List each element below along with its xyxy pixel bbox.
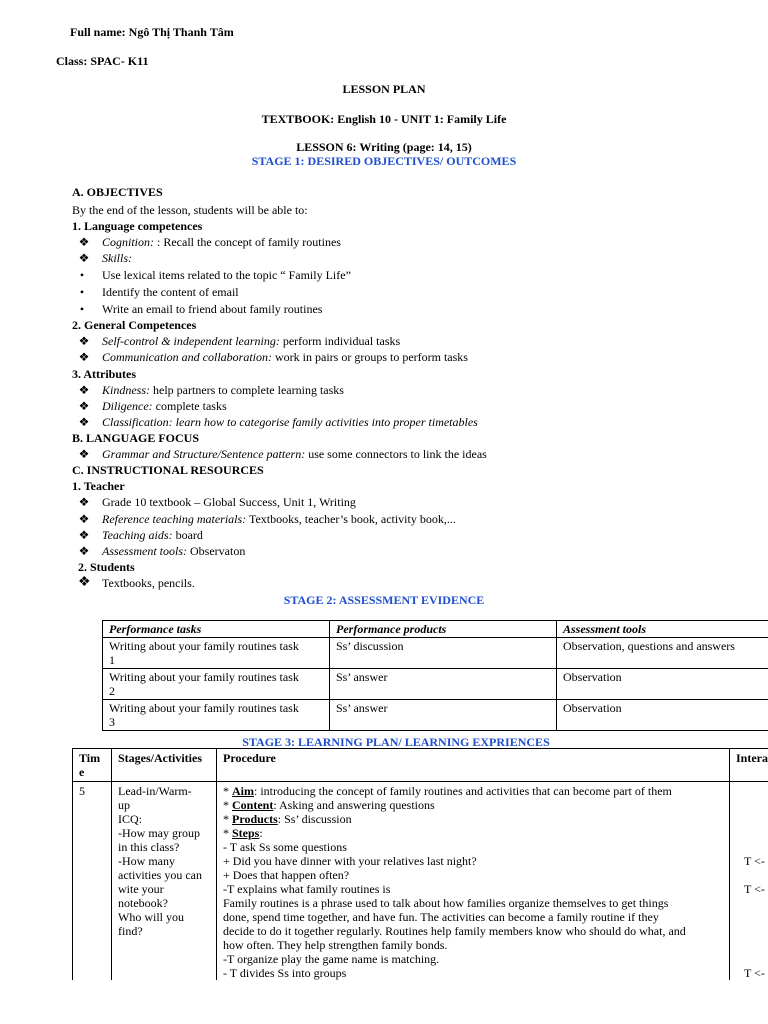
- skill-item: Use lexical items related to the topic “ Family Life”: [102, 268, 351, 282]
- skill-item: Write an email to friend about family routines: [102, 302, 323, 316]
- interaction-cell: T <- T <- T <-: [730, 782, 768, 981]
- learning-plan-table: [72, 748, 768, 980]
- product-cell: Ss’ answer: [330, 669, 557, 700]
- learning-plan-table-wrap: [72, 748, 768, 980]
- tool-cell: Observation, questions and answers: [557, 638, 768, 669]
- objectives-intro: By the end of the lesson, students will be able to:: [72, 203, 308, 217]
- dot-bullet-icon: •: [79, 285, 85, 299]
- teacher-item: Assessment tools: Observaton: [102, 544, 246, 558]
- table-row: [103, 669, 768, 700]
- time-cell: 5: [73, 782, 112, 981]
- objectives-heading: A. OBJECTIVES: [72, 185, 163, 199]
- diamond-bullet-icon: ❖: [78, 251, 90, 265]
- resources-heading: C. INSTRUCTIONAL RESOURCES: [72, 463, 264, 477]
- dot-bullet-icon: •: [79, 268, 85, 282]
- teacher-item: Teaching aids: board: [102, 528, 203, 542]
- cognition-item: Cognition: : Recall the concept of family routines: [102, 235, 341, 249]
- procedure-cell: * Aim: introducing the concept of family routines and activities that can become part of them * Content: Asking and answering questions * Products: Ss’ discussion * Steps: - T ask Ss some questions + Did you have dinner with your relatives last night? + Does that happen often? -T explains what family routines is Family routines is a phrase used to talk about how families organize themselves to get things done, spend time together, and have fun. The activities can become a family routine if they decide to do it together regularly. Routines help family members know who should do what, and how often. They help strengthen family bonds. -T organize play the game name is matching. - T divides Ss into groups: [217, 782, 730, 981]
- stages-header: Stages/Activities: [112, 749, 217, 782]
- students-item: Textbooks, pencils.: [102, 576, 195, 590]
- tool-cell: Observation: [557, 669, 768, 700]
- task-cell: Writing about your family routines task 2: [103, 669, 330, 700]
- procedure-header: Procedure: [217, 749, 730, 782]
- full-name-label: Full name:: [70, 25, 129, 39]
- classification-item: Classification: learn how to categorise family activities into proper timetables: [102, 415, 478, 429]
- attributes-heading: 3. Attributes: [72, 367, 136, 381]
- interaction-header: Intera: [730, 749, 768, 782]
- table-row: [73, 782, 768, 981]
- diamond-bullet-icon: ❖: [78, 334, 90, 348]
- diamond-bullet-icon: ❖: [78, 415, 90, 429]
- table-header-row: [103, 621, 768, 638]
- language-focus-heading: B. LANGUAGE FOCUS: [72, 431, 200, 445]
- diamond-bullet-icon: ❖: [78, 383, 90, 397]
- diamond-bullet-icon: ❖: [78, 512, 90, 526]
- stage2-heading: STAGE 2: ASSESSMENT EVIDENCE: [283, 593, 485, 607]
- students-heading: 2. Students: [78, 560, 135, 574]
- diamond-bullet-icon: ❖: [78, 235, 90, 249]
- class-line: Class: SPAC- K11: [56, 54, 149, 68]
- communication-item: Communication and collaboration: work in pairs or groups to perform tasks: [102, 350, 468, 364]
- diamond-bullet-icon: ❖: [78, 575, 91, 590]
- diamond-bullet-icon: ❖: [78, 399, 90, 413]
- assessment-table: [102, 620, 768, 731]
- table-row: [103, 700, 768, 731]
- product-cell: Ss’ answer: [330, 700, 557, 731]
- dot-bullet-icon: •: [79, 302, 85, 316]
- full-name-value: Ngô Thị Thanh Tâm: [128, 25, 234, 39]
- document-title: LESSON PLAN: [342, 82, 426, 96]
- stage1-heading: STAGE 1: DESIRED OBJECTIVES/ OUTCOMES: [251, 154, 517, 168]
- teacher-heading: 1. Teacher: [72, 479, 125, 493]
- time-header: Tim e: [73, 749, 112, 782]
- teacher-item: Grade 10 textbook – Global Success, Unit 1, Writing: [102, 495, 356, 509]
- teacher-item: Reference teaching materials: Textbooks, teacher’s book, activity book,...: [102, 512, 456, 526]
- product-cell: Ss’ discussion: [330, 638, 557, 669]
- language-competences-heading: 1. Language competences: [72, 219, 203, 233]
- diamond-bullet-icon: ❖: [78, 544, 90, 558]
- self-control-item: Self-control & independent learning: perform individual tasks: [102, 334, 401, 348]
- general-competences-heading: 2. General Competences: [72, 318, 197, 332]
- tool-cell: Observation: [557, 700, 768, 731]
- kindness-item: Kindness: help partners to complete learning tasks: [102, 383, 344, 397]
- diamond-bullet-icon: ❖: [78, 447, 90, 461]
- table-row: [103, 638, 768, 669]
- skill-item: Identify the content of email: [102, 285, 239, 299]
- table-header-row: [73, 749, 768, 782]
- stage3-heading: STAGE 3: LEARNING PLAN/ LEARNING EXPRIENCES: [242, 735, 550, 749]
- lesson-line: LESSON 6: Writing (page: 14, 15): [296, 140, 472, 154]
- diamond-bullet-icon: ❖: [78, 495, 90, 509]
- task-cell: Writing about your family routines task 3: [103, 700, 330, 731]
- textbook-line: TEXTBOOK: English 10 - UNIT 1: Family Life: [261, 112, 507, 126]
- task-cell: Writing about your family routines task 1: [103, 638, 330, 669]
- table-header-cell: Performance tasks: [103, 621, 330, 638]
- table-header-cell: Performance products: [330, 621, 557, 638]
- full-name-line: [70, 24, 234, 40]
- diligence-item: Diligence: complete tasks: [102, 399, 227, 413]
- grammar-item: Grammar and Structure/Sentence pattern: use some connectors to link the ideas: [102, 447, 487, 461]
- skills-label: Skills:: [102, 251, 132, 265]
- stages-cell: Lead-in/Warm- up ICQ: -How may group in this class? -How many activities you can wite your notebook? Who will you find?: [112, 782, 217, 981]
- diamond-bullet-icon: ❖: [78, 528, 90, 542]
- table-header-cell: Assessment tools: [557, 621, 768, 638]
- diamond-bullet-icon: ❖: [78, 350, 90, 364]
